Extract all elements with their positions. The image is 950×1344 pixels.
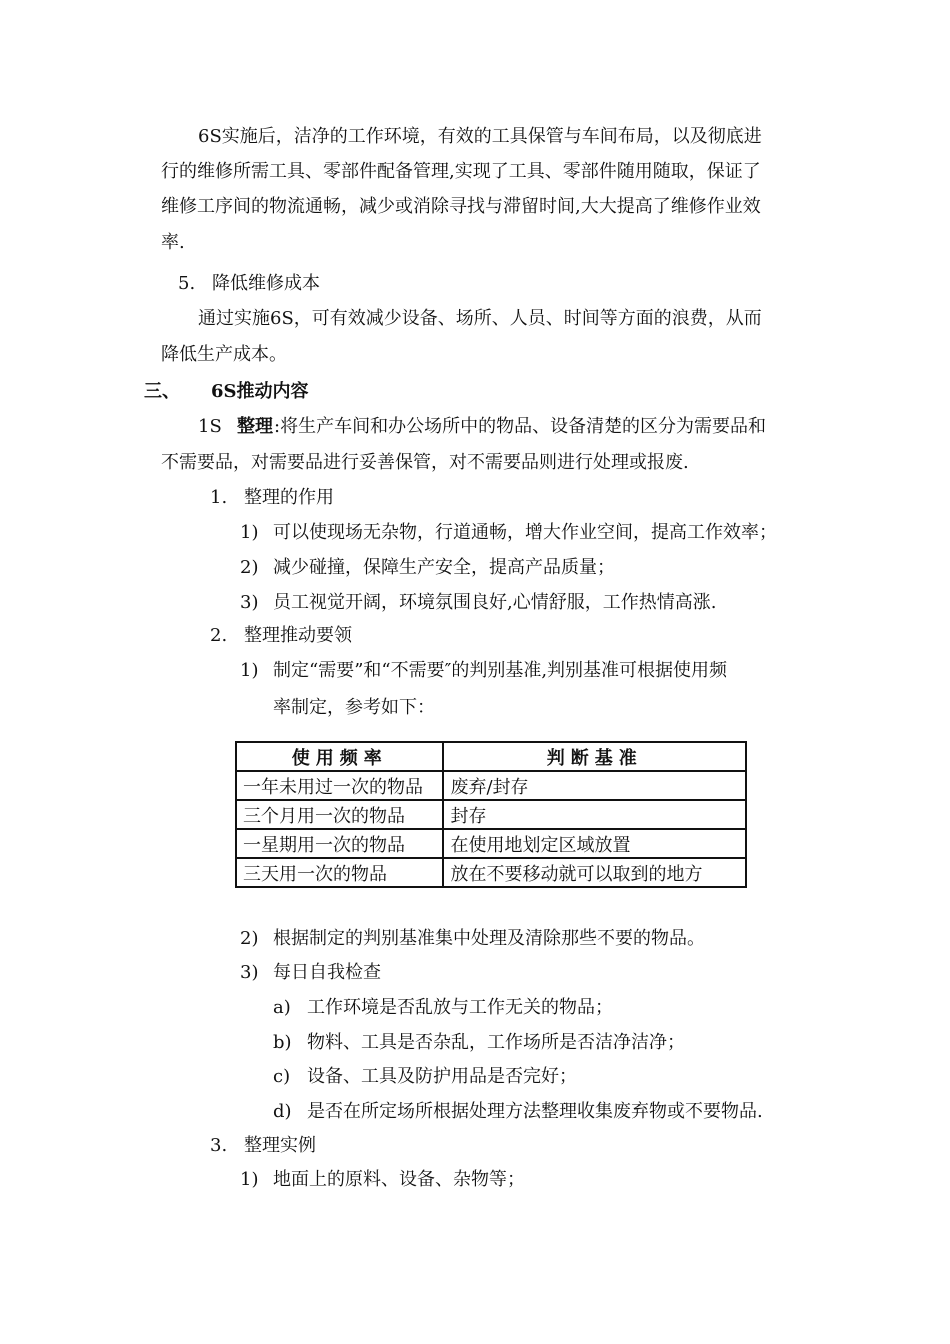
paragraph-line: 率. bbox=[161, 232, 185, 253]
check-item-text: 物料、工具是否杂乱，工作场所是否洁净洁净； bbox=[307, 1032, 685, 1053]
list-item-text: 制定“需要”和“不需要″的判别基准,判别基准可根据使用频 bbox=[273, 660, 728, 681]
list-heading: 降低维修成本 bbox=[212, 273, 320, 294]
list-number: 2. bbox=[210, 625, 228, 646]
frequency-criteria-table bbox=[235, 741, 747, 888]
paragraph-line: 维修工序间的物流通畅，减少或消除寻找与滞留时间,大大提高了维修作业效 bbox=[161, 196, 761, 217]
check-item-text: 工作环境是否乱放与工作无关的物品； bbox=[307, 997, 613, 1018]
list-number: 3. bbox=[210, 1135, 228, 1156]
list-item-number: 2) bbox=[240, 928, 259, 949]
paragraph-line: 行的维修所需工具、零部件配备管理,实现了工具、零部件随用随取，保证了 bbox=[161, 161, 761, 182]
list-item-number: 1) bbox=[240, 660, 259, 681]
table-row bbox=[236, 858, 746, 887]
table-header-cell: 使用频率 bbox=[236, 742, 443, 771]
section-title: 6S推动内容 bbox=[211, 381, 309, 402]
list-item-number: 3) bbox=[240, 592, 259, 613]
table-cell: 废弃/封存 bbox=[443, 771, 746, 800]
list-number: 5. bbox=[178, 273, 196, 294]
check-item-number: d) bbox=[273, 1101, 292, 1122]
list-heading: 整理实例 bbox=[244, 1135, 316, 1156]
list-item-text: 可以使现场无杂物，行道通畅，增大作业空间，提高工作效率； bbox=[273, 522, 777, 543]
table-cell: 在使用地划定区域放置 bbox=[443, 829, 746, 858]
list-number: 1. bbox=[210, 487, 228, 508]
table-cell: 一星期用一次的物品 bbox=[236, 829, 443, 858]
table-row bbox=[236, 829, 746, 858]
paragraph-line: 通过实施6S，可有效减少设备、场所、人员、时间等方面的浪费，从而 bbox=[198, 308, 762, 329]
s1-label: 1S bbox=[198, 416, 222, 437]
list-item-text: 每日自我检查 bbox=[273, 962, 381, 983]
check-item-number: c) bbox=[273, 1066, 291, 1087]
s1-description: :将生产车间和办公场所中的物品、设备清楚的区分为需要品和 bbox=[274, 416, 767, 437]
table-cell: 封存 bbox=[443, 800, 746, 829]
table-cell: 放在不要移动就可以取到的地方 bbox=[443, 858, 746, 887]
list-item-text: 减少碰撞，保障生产安全，提高产品质量； bbox=[273, 557, 615, 578]
list-item-text: 根据制定的判别基准集中处理及清除那些不要的物品。 bbox=[273, 928, 705, 949]
list-item-number: 2) bbox=[240, 557, 259, 578]
list-heading: 整理的作用 bbox=[244, 487, 334, 508]
list-heading: 整理推动要领 bbox=[244, 625, 352, 646]
table-cell: 一年未用过一次的物品 bbox=[236, 771, 443, 800]
list-item-text: 率制定，参考如下： bbox=[273, 697, 435, 718]
table-header-cell: 判断基准 bbox=[443, 742, 746, 771]
list-item-text: 员工视觉开阔，环境氛围良好,心情舒服，工作热情高涨. bbox=[273, 592, 717, 613]
table-header-row bbox=[236, 742, 746, 771]
table-cell: 三天用一次的物品 bbox=[236, 858, 443, 887]
check-item-number: b) bbox=[273, 1032, 292, 1053]
list-item-number: 1) bbox=[240, 1169, 259, 1190]
list-item-number: 3) bbox=[240, 962, 259, 983]
list-item-number: 1) bbox=[240, 522, 259, 543]
table-row bbox=[236, 800, 746, 829]
table-row bbox=[236, 771, 746, 800]
s1-name: 整理 bbox=[237, 416, 273, 437]
check-item-text: 是否在所定场所根据处理方法整理收集废弃物或不要物品. bbox=[307, 1101, 763, 1122]
s1-description: 不需要品，对需要品进行妥善保管，对不需要品则进行处理或报废. bbox=[161, 452, 689, 473]
list-item-text: 地面上的原料、设备、杂物等； bbox=[273, 1169, 525, 1190]
paragraph-line: 降低生产成本。 bbox=[161, 344, 287, 365]
paragraph-line: 6S实施后，洁净的工作环境，有效的工具保管与车间布局，以及彻底进 bbox=[198, 126, 762, 147]
section-number: 三、 bbox=[144, 381, 180, 402]
check-item-number: a) bbox=[273, 997, 291, 1018]
table-cell: 三个月用一次的物品 bbox=[236, 800, 443, 829]
check-item-text: 设备、工具及防护用品是否完好； bbox=[307, 1066, 577, 1087]
